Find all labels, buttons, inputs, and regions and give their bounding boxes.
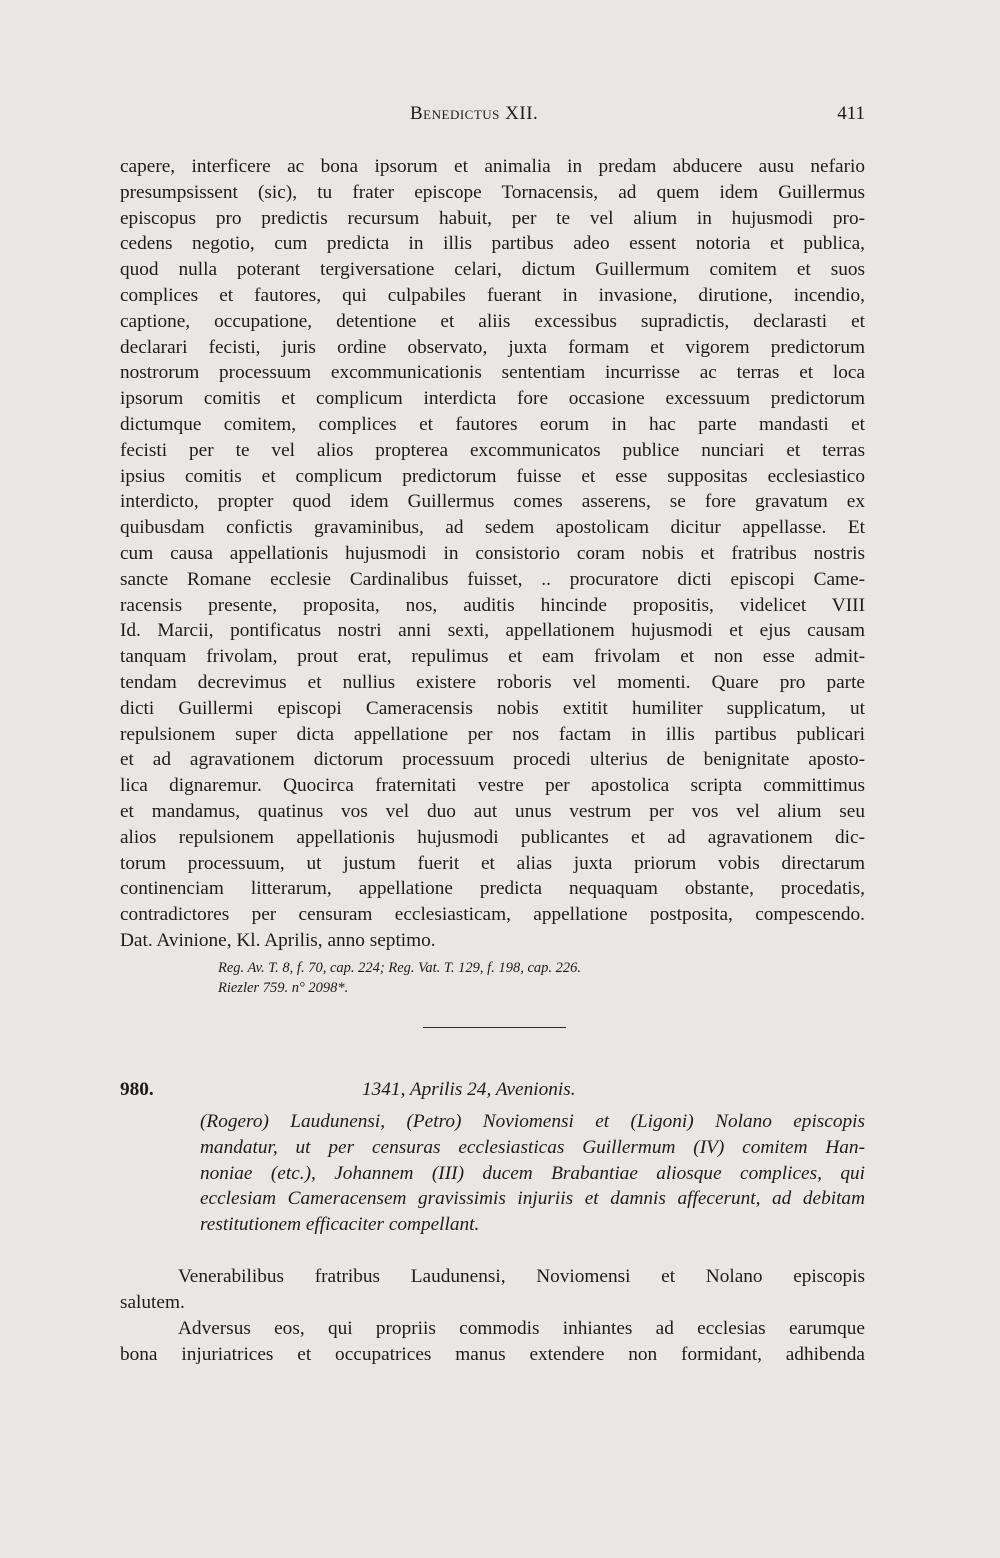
- body-line: repulsionem super dicta appellatione per nos factam in illis partibus publicari: [120, 723, 865, 745]
- body-line: presumpsissent (sic), tu frater episcope Tornacensis, ad quem idem Guillermus: [120, 181, 865, 203]
- body-line: declarari fecisti, juris ordine observato, juxta formam et vigorem predictorum: [120, 336, 865, 358]
- body-line: et ad agravationem dictorum processuum procedi ulterius de benignitate aposto-: [120, 749, 865, 771]
- document-number: 980.: [120, 1079, 154, 1100]
- body-line: et mandamus, quatinus vos vel duo aut unus vestrum per vos vel alium seu: [120, 800, 865, 822]
- reference-line: Reg. Av. T. 8, f. 70, cap. 224; Reg. Vat. T. 129, f. 198, cap. 226.: [218, 960, 582, 976]
- body-line: capere, interficere ac bona ipsorum et animalia in predam abducere ausu nefario: [120, 156, 865, 177]
- body-line: fecisti per te vel alios propterea excommunicatos publice nunciari et terras: [120, 439, 865, 461]
- body-line: alios repulsionem appellationis hujusmodi publicantes et ad agravationem dic-: [120, 826, 865, 848]
- body-line: cedens negotio, cum predicta in illis partibus adeo essent notoria et publica,: [120, 233, 865, 255]
- body-line: racensis presente, proposita, nos, auditis hincinde propositis, videlicet VIII: [120, 594, 865, 616]
- body-line: ipsorum comitis et complicum interdicta fore occasione excessuum predictorum: [120, 388, 865, 410]
- summary-line: noniae (etc.), Johannem (III) ducem Brabantiae aliosque complices, qui: [200, 1162, 865, 1184]
- references: [218, 958, 818, 998]
- summary-line: mandatur, ut per censuras ecclesiasticas Guillermum (IV) comitem Han-: [200, 1136, 865, 1158]
- running-title: Benedictus XII.: [410, 103, 539, 124]
- body-line: lica dignaremur. Quocirca fraternitati vestre per apostolica scripta committimus: [120, 775, 865, 797]
- summary-line: restitutionem efficaciter compellant.: [200, 1214, 480, 1236]
- reference-line: Riezler 759. n° 2098*.: [218, 980, 349, 996]
- summary-line: ecclesiam Cameracensem gravissimis injuriis et damnis affecerunt, ad debitam: [200, 1188, 865, 1210]
- salutation-line: Venerabilibus fratribus Laudunensi, Noviomensi et Nolano episcopis: [178, 1266, 865, 1287]
- summary-line: (Rogero) Laudunensi, (Petro) Noviomensi et (Ligoni) Nolano episcopis: [200, 1111, 865, 1132]
- body-line: dicti Guillermi episcopi Cameracensis nobis extitit humiliter supplicatum, ut: [120, 697, 865, 719]
- body-line: torum processuum, ut justum fuerit et alias juxta priorum vobis directarum: [120, 852, 865, 874]
- body-line: captione, occupatione, detentione et aliis excessibus supradictis, declarasti et: [120, 310, 865, 332]
- opening-text: [120, 1316, 865, 1368]
- body-line: quibusdam confictis gravaminibus, ad sedem apostolicam dicitur appellasse. Et: [120, 517, 865, 539]
- body-line: complices et fautores, qui culpabiles fuerant in invasione, dirutione, incendio,: [120, 284, 865, 306]
- body-line: nostrorum processuum excommunicationis sententiam incurrisse ac terras et loca: [120, 362, 865, 384]
- body-line: ipsius comitis et complicum predictorum fuisse et esse suppositas ecclesiastico: [120, 465, 865, 487]
- running-head: [120, 103, 865, 133]
- body-line: dictumque comitem, complices et fautores eorum in hac parte mandasti et: [120, 413, 865, 435]
- body-line: quod nulla poterant tergiversatione celari, dictum Guillermum comitem et suos: [120, 259, 865, 281]
- body-line: cum causa appellationis hujusmodi in consistorio coram nobis et fratribus nostris: [120, 542, 865, 564]
- body-line: episcopus pro predictis recursum habuit, per te vel alium in hujusmodi pro-: [120, 207, 865, 229]
- body-line: contradictores per censuram ecclesiasticam, appellatione postposita, compescendo.: [120, 904, 865, 926]
- page-number: 411: [837, 103, 865, 124]
- body-line: Dat. Avinione, Kl. Aprilis, anno septimo.: [120, 929, 436, 951]
- opening-line: Adversus eos, qui propriis commodis inhiantes ad ecclesias earumque: [178, 1318, 865, 1339]
- section-divider: [423, 1027, 566, 1028]
- body-line: tanquam frivolam, prout erat, repulimus et eam frivolam et non esse admit-: [120, 646, 865, 668]
- salutation-line: salutem.: [120, 1291, 185, 1313]
- body-line: sancte Romane ecclesie Cardinalibus fuisset, .. procuratore dicti episcopi Came-: [120, 568, 865, 590]
- body-line: tendam decrevimus et nullius existere roboris vel momenti. Quare pro parte: [120, 671, 865, 693]
- body-text: [120, 154, 865, 954]
- body-line: continenciam litterarum, appellatione predicta nequaquam obstante, procedatis,: [120, 878, 865, 900]
- document-date: 1341, Aprilis 24, Avenionis.: [362, 1079, 576, 1100]
- document-summary: [200, 1109, 865, 1238]
- salutation: [120, 1264, 865, 1316]
- opening-line: bona injuriatrices et occupatrices manus extendere non formidant, adhibenda: [120, 1343, 865, 1365]
- body-line: interdicto, propter quod idem Guillermus comes asserens, se fore gravatum ex: [120, 491, 865, 513]
- body-line: Id. Marcii, pontificatus nostri anni sexti, appellationem hujusmodi et ejus causam: [120, 620, 865, 642]
